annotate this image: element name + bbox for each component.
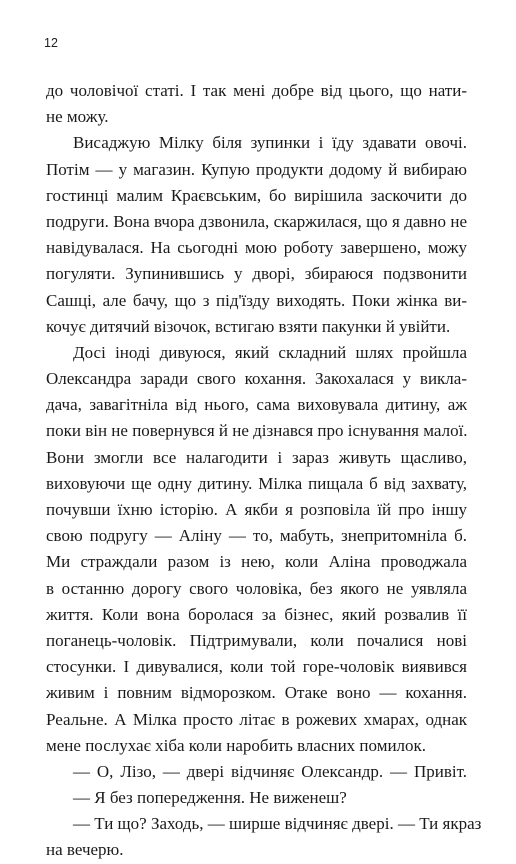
- text-line: Досі іноді дивуюся, який складний шлях пройшла: [73, 342, 467, 362]
- text-line: життя. Коли вона боролася за бізнес, який розвалив її: [46, 604, 467, 624]
- text-line: Реальне. А Мілка просто літає в рожевих хмарах, однак: [46, 709, 467, 729]
- text-line: — Я без попередження. Не виженеш?: [73, 788, 347, 808]
- text-line: Вони змогли все налагодити і зараз живуть щасливо,: [46, 447, 467, 467]
- text-line: поганець-чоловік. Підтримували, коли почалися нові: [46, 630, 467, 650]
- text-line: Олександра заради свого кохання. Закохалася у викла-: [46, 369, 467, 389]
- text-line: Потім — у магазин. Купую продукти додому й вибираю: [46, 159, 467, 179]
- text-line: свою подругу — Аліну — то, мабуть, знепритомніла б.: [46, 526, 467, 546]
- text-line: мене послухає хіба коли наробить власних помилок.: [46, 735, 427, 755]
- text-line: Сашці, але бачу, що з під'їзду виходять. Поки жінка ви-: [46, 290, 467, 310]
- text-line: живим і повним відморозком. Отаке воно — кохання.: [46, 683, 467, 703]
- text-line: подруги. Вона вчора дзвонила, скаржилася, що я давно не: [46, 211, 467, 231]
- text-line: поки він не повернувся й не дізнався про існування малої.: [46, 421, 468, 441]
- text-line: стосунки. І дивувалися, коли той горе-чоловік виявився: [46, 657, 467, 677]
- text-line: дача, завагітніла від нього, сама виховувала дитину, аж: [46, 395, 467, 415]
- text-line: — О, Лізо, — двері відчиняє Олександр. — Привіт.: [73, 761, 467, 781]
- body-text: [46, 78, 482, 864]
- text-line: в останню дорогу свого чоловіка, без якого не уявляла: [46, 578, 467, 598]
- text-line: кочує дитячий візочок, встигаю взяти пакунки й увійти.: [46, 316, 451, 336]
- text-line: почувши їхню історію. А якби я розповіла їй про іншу: [46, 500, 467, 519]
- text-line: Висаджую Мілку біля зупинки і їду здавати овочі.: [73, 133, 467, 153]
- text-line: до чоловічої статі. І так мені добре від цього, що нати-: [46, 81, 467, 100]
- text-line: Ми страждали разом із нею, коли Аліна проводжала: [46, 552, 467, 572]
- text-line: гостинці малим Краєвським, бо вирішила заскочити до: [46, 185, 467, 205]
- text-line: виховуючи ще одну дитину. Мілка пищала б від захвату,: [46, 473, 467, 493]
- text-line: не можу.: [46, 107, 109, 127]
- page-number: 12: [44, 36, 58, 50]
- text-line: навідувалася. На сьогодні мою роботу завершено, можу: [46, 238, 467, 258]
- text-line: — Ти що? Заходь, — ширше відчиняє двері. — Ти якраз: [73, 814, 482, 834]
- text-line: на вечерю.: [46, 840, 124, 860]
- text-line: погуляти. Зупинившись у дворі, збираюся подзвонити: [46, 264, 467, 284]
